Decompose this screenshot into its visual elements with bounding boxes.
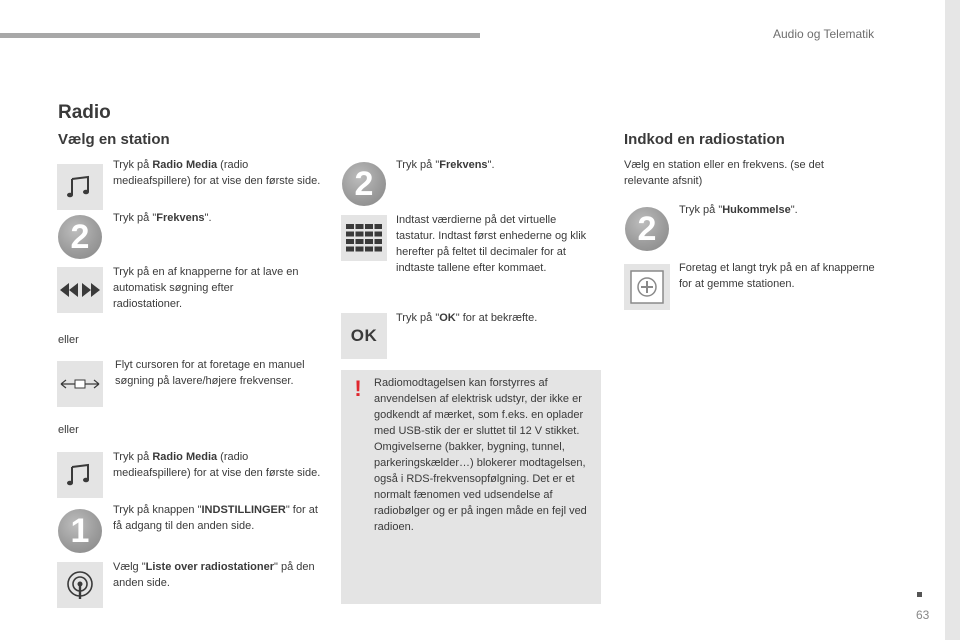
- page-number: 63: [916, 608, 930, 622]
- step-frekvens-text: Tryk på "Frekvens".: [113, 212, 212, 224]
- step-station-list-text: Vælg "Liste over radiostationer" på den anden side.: [113, 561, 315, 589]
- music-note-icon: [57, 452, 103, 498]
- header-bar: [0, 33, 480, 38]
- step-radio-media-text: Tryk på Radio Media (radio medieafspillere) for at vise den første side.: [113, 159, 321, 187]
- end-marker: [917, 592, 922, 597]
- step-radio-media-text: Tryk på Radio Media (radio medieafspillere) for at vise den første side.: [113, 451, 321, 479]
- ok-button-icon: OK: [341, 313, 387, 359]
- step-frekvens-text: Tryk på "Frekvens".: [396, 159, 495, 171]
- step-ok-text: Tryk på "OK" for at bekræfte.: [396, 312, 538, 324]
- step-settings-text: Tryk på knappen "INDSTILLINGER" for at få adgang til den anden side.: [113, 504, 318, 532]
- memorize-intro-text: Vælg en station eller en frekvens. (se det relevante afsnit): [624, 159, 824, 187]
- header-title: Audio og Telematik: [773, 27, 875, 41]
- add-preset-icon: [624, 264, 670, 310]
- section-title-memorize-station: Indkod en radiostation: [624, 131, 785, 148]
- warning-text: Radiomodtagelsen kan forstyrres af anvendelsen af elektrisk udstyr, der ikke er godkendt af mærket, som f.eks. en oplader med USB-stik der er sluttet til 12 V stikket. Omgivelserne (bakker, bygning, tunnel, parkeringskælder…) blokerer modtagelsen, også i RDS-frekvensopfølgning. Det er et normalt fænomen ved udsendelse af radiobølger og er på ingen måde en fejl ved radioen.: [374, 377, 587, 533]
- or-label: eller: [58, 424, 79, 436]
- section-title-select-station: Vælg en station: [58, 131, 170, 148]
- keypad-icon: [341, 215, 387, 261]
- music-note-icon: [57, 164, 103, 210]
- cursor-slider-icon: [57, 361, 103, 407]
- step-badge-2: 2: [57, 214, 103, 260]
- step-badge-2: 2: [624, 206, 670, 252]
- step-badge-1: 1: [57, 508, 103, 554]
- step-manual-seek-text: Flyt cursoren for at foretage en manuel søgning på lavere/højere frekvenser.: [115, 359, 305, 387]
- step-virtual-keyboard-text: Indtast værdierne på det virtuelle tastatur. Indtast først enhederne og klik herefter på feltet til decimaler for at indtaste tallene efter kommaet.: [396, 214, 587, 274]
- page-title: Radio: [58, 102, 111, 123]
- step-long-press-text: Foretag et langt tryk på en af knapperne for at gemme stationen.: [679, 262, 875, 290]
- step-badge-2: 2: [341, 161, 387, 207]
- radio-broadcast-icon: [57, 562, 103, 608]
- or-label: eller: [58, 334, 79, 346]
- page-edge-strip: [945, 0, 960, 640]
- step-memory-text: Tryk på "Hukommelse".: [679, 204, 798, 216]
- seek-arrows-icon: [57, 267, 103, 313]
- warning-icon: !: [354, 376, 362, 401]
- step-seek-text: Tryk på en af knapperne for at lave en automatisk søgning efter radiostationer.: [113, 266, 299, 310]
